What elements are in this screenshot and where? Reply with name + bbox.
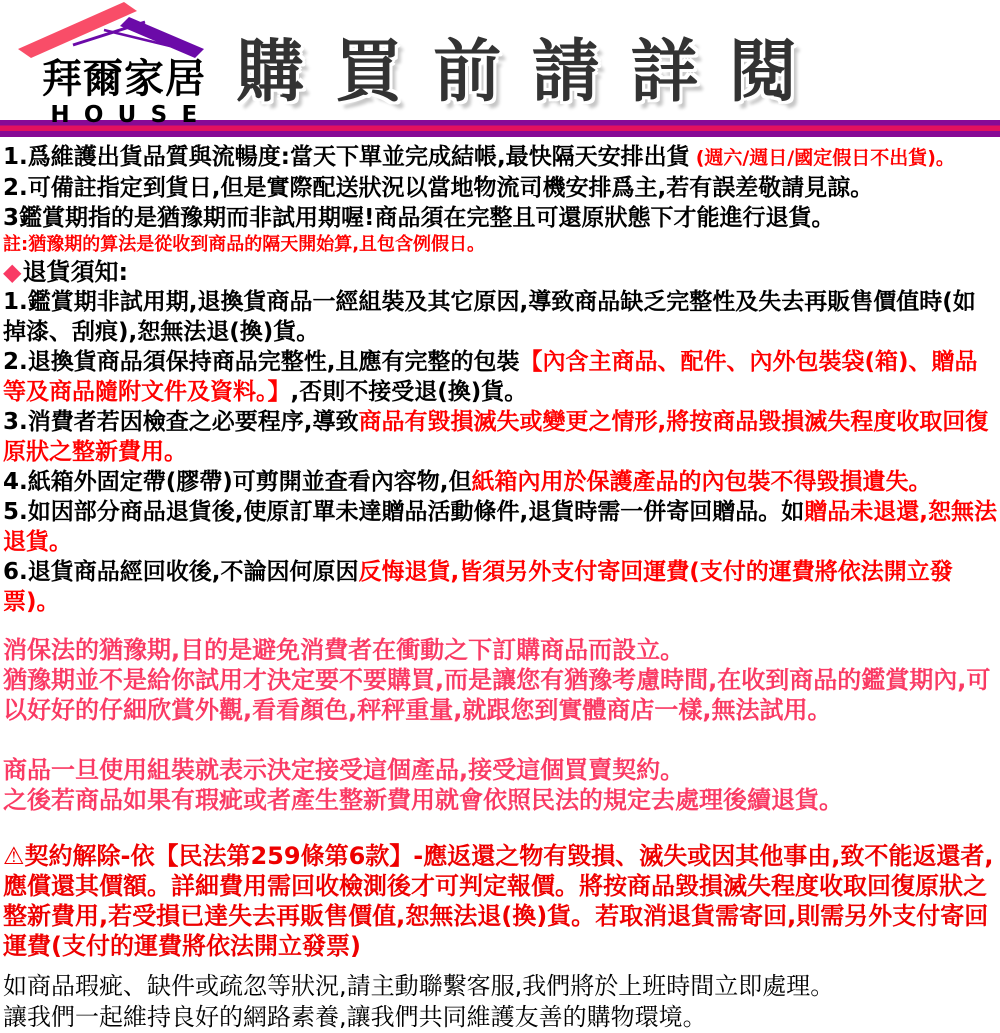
shipping-line-1-text: 1.爲維護出貨品質與流暢度:當天下單並完成結帳,最快隔天安排出貨: [3, 144, 690, 170]
header: [0, 0, 1000, 128]
return-item-3-text: 3.消費者若因檢查之必要程序,導致: [3, 409, 359, 435]
acceptance-section: [3, 755, 998, 815]
acceptance-p1: 商品一旦使用組裝就表示決定接受這個產品,接受這個買賣契約。: [3, 756, 685, 784]
contract-termination-text: 契約解除-依【民法第259條第6款】-應返還之物有毀損、滅失或因其他事由,致不能返還者,應償還其價額。詳細費用需回收檢測後才可判定報價。將按商品毀損滅失程度收取回復原狀之整新費用,若受損已達失去再販售價值,恕無法退(換)貨。若取消退貨需寄回,則需另外支付寄回運費(支付的運費將依法開立發票): [3, 842, 994, 960]
cooling-off-note: 註:猶豫期的算法是從收到商品的隔天開始算,且包含例假日。: [3, 234, 486, 255]
return-item-2-text: 2.退換貨商品須保持商品完整性,且應有完整的包裝: [3, 349, 520, 375]
brand-name: 拜爾家居: [42, 56, 206, 102]
shipping-line-1: [3, 142, 998, 173]
return-item-5-highlight: 贈品未退還,恕無法退貨。: [3, 499, 997, 555]
return-notice-title: 退貨須知:: [22, 258, 129, 286]
return-item-6-text: 6.退貨商品經回收後,不論因何原因: [3, 559, 359, 585]
cooling-off-p1: 消保法的猶豫期,目的是避免消費者在衝動之下訂購商品而設立。: [3, 636, 685, 664]
footer-section: [3, 971, 998, 1033]
return-item-4-text: 4.紙箱外固定帶(膠帶)可剪開並查看內容物,但: [3, 469, 472, 495]
return-item-5: [3, 497, 998, 557]
brand-logo: [16, 2, 232, 128]
contract-termination-section: [3, 841, 998, 961]
shipping-section: [3, 142, 998, 257]
return-item-2-text-b: ,否則不接受退(換)貨。: [290, 379, 528, 405]
page-title: 購買前請詳閱: [236, 33, 828, 112]
return-item-3: [3, 407, 998, 467]
acceptance-p2: 之後若商品如果有瑕疵或者產生整新費用就會依照民法的規定去處理後續退貨。: [3, 786, 843, 814]
brand-subtitle: HOUSE: [50, 102, 212, 128]
return-item-2-highlight: 【內含主商品、配件、內外包裝袋(箱)、贈品等及商品隨附文件及資料。】: [3, 349, 978, 405]
roof-logo-icon: [18, 2, 230, 58]
diamond-icon: ◆: [3, 258, 22, 286]
cooling-off-explain-section: [3, 635, 998, 725]
return-notice-section: [3, 257, 998, 617]
return-item-5-text: 5.如因部分商品退貨後,使原訂單未達贈品活動條件,退貨時需一併寄回贈品。如: [3, 499, 805, 525]
footer-line-2: 讓我們一起維持良好的網路素養,讓我們共同維護友善的購物環境。: [3, 1003, 707, 1031]
warning-icon: ⚠: [3, 842, 25, 870]
return-notice-header: [3, 257, 998, 287]
return-item-2: [3, 347, 998, 407]
shipping-line-2: 2.可備註指定到貨日,但是實際配送狀況以當地物流司機安排爲主,若有誤差敬請見諒。: [3, 175, 874, 201]
return-item-6-highlight: 反悔退貨,皆須另外支付寄回運費(支付的運費將依法開立發票)。: [3, 559, 953, 615]
cooling-off-p2: 猶豫期並不是給你試用才決定要不要購買,而是讓您有猶豫考慮時間,在收到商品的鑑賞期內,可以好好的仔細欣賞外觀,看看顏色,秤秤重量,就跟您到實體商店一樣,無法試用。: [3, 666, 991, 724]
return-item-6: [3, 557, 998, 617]
shipping-line-3: 3鑑賞期指的是猶豫期而非試用期喔!商品須在完整且可還原狀態下才能進行退貨。: [3, 205, 835, 231]
return-item-4: [3, 467, 998, 497]
footer-line-1: 如商品瑕疵、缺件或疏忽等狀況,請主動聯繫客服,我們將於上班時間立即處理。: [3, 972, 835, 1000]
return-item-4-highlight: 紙箱內用於保護產品的內包裝不得毀損遺失。: [471, 469, 932, 495]
notice-body: [0, 137, 1000, 1033]
return-item-3-highlight: 商品有毀損滅失或變更之情形,將按商品毀損滅失程度收取回復原狀之整新費用。: [3, 409, 989, 465]
shipping-line-1-note: (週六/週日/國定假日不出貨)。: [695, 147, 955, 169]
return-item-1: 1.鑑賞期非試用期,退換貨商品一經組裝及其它原因,導致商品缺乏完整性及失去再販售價值時(如掉漆、刮痕),恕無法退(換)貨。: [3, 289, 976, 345]
